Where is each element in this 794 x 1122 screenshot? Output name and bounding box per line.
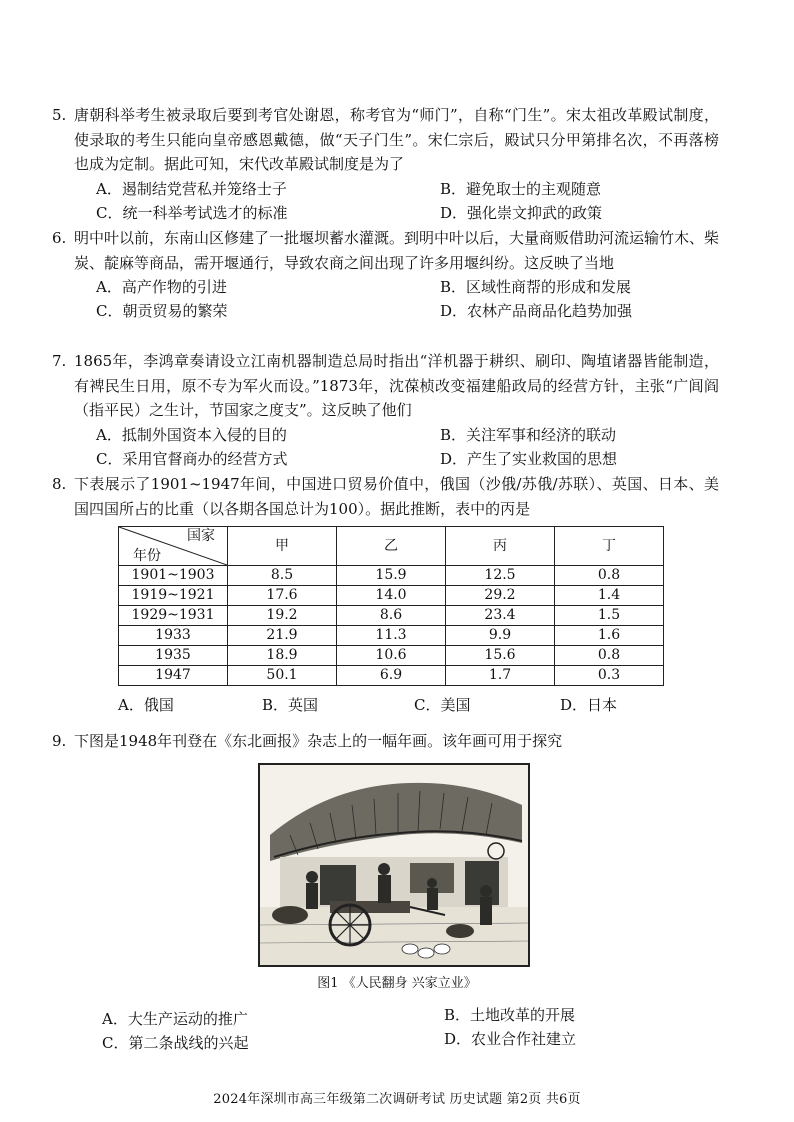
- value-cell: 9.9: [446, 626, 555, 646]
- year-cell: 1933: [119, 626, 228, 646]
- value-cell: 29.2: [446, 586, 555, 606]
- rural-scene-image: [260, 765, 528, 965]
- value-cell: 18.9: [228, 646, 337, 666]
- option-a[interactable]: A．抵制外国资本入侵的目的: [96, 425, 287, 444]
- woodcut-illustration: [258, 763, 530, 967]
- question-7: [52, 349, 719, 471]
- year-cell: 1901~1903: [119, 566, 228, 586]
- value-cell: 10.6: [337, 646, 446, 666]
- value-cell: 8.6: [337, 606, 446, 626]
- corner-label-year: 年份: [133, 548, 161, 564]
- option-b[interactable]: B．避免取士的主观随意: [440, 179, 602, 198]
- figure-caption: 图1 《人民翻身 兴家立业》: [317, 976, 477, 991]
- question-stem: 唐朝科举考生被录取后要到考官处谢恩，称考官为“师门”，自称“门生”。宋太祖改革殿试制度，使录取的考生只能向皇帝感恩戴德，做“天子门生”。宋仁宗后，殿试只分甲第排名次，不再落榜也成为定制。据此可知，宋代改革殿试制度是为了: [74, 106, 719, 173]
- page-footer: 2024年深圳市高三年级第二次调研考试 历史试题 第2页 共6页: [213, 1092, 581, 1107]
- value-cell: 15.6: [446, 646, 555, 666]
- value-cell: 19.2: [228, 606, 337, 626]
- value-cell: 6.9: [337, 666, 446, 686]
- question-8-options: [0, 694, 794, 718]
- table-corner-cell: [119, 527, 228, 566]
- value-cell: 1.5: [555, 606, 664, 626]
- options: [74, 177, 719, 225]
- year-cell: 1929~1931: [119, 606, 228, 626]
- option-b[interactable]: B．区域性商帮的形成和发展: [440, 278, 632, 296]
- option-c[interactable]: C．采用官督商办的经营方式: [96, 449, 288, 468]
- options: [74, 1007, 719, 1055]
- question-stem: 明中叶以前，东南山区修建了一批堰坝蓄水灌溉。到明中叶以后，大量商贩借助河流运输竹木、柴炭、靛麻等商品，需开堰通行，导致农商之间出现了许多用堰纠纷。这反映了当地: [74, 229, 720, 272]
- question-6: [52, 226, 720, 323]
- option-d[interactable]: D．农林产品商品化趋势加强: [440, 302, 633, 320]
- option-d[interactable]: D．产生了实业救国的思想: [440, 449, 618, 468]
- column-header: 甲: [228, 527, 337, 566]
- value-cell: 1.6: [555, 626, 664, 646]
- question-9-options: [74, 1007, 719, 1055]
- question-8: [52, 472, 719, 521]
- question-stem: 1865年，李鸿章奏请设立江南机器制造总局时指出“洋机器于耕织、刷印、陶埴诸器皆能制造，有裨民生日用，原不专为军火而设。”1873年，沈葆桢改变福建船政局的经营方针，主张“广闾阎（指平民）之生计，节国家之度支”。这反映了他们: [74, 352, 719, 419]
- value-cell: 0.8: [555, 646, 664, 666]
- value-cell: 12.5: [446, 566, 555, 586]
- option-d[interactable]: D．农业合作社建立: [444, 1030, 577, 1048]
- corner-label-country: 国家: [187, 528, 215, 544]
- year-cell: 1947: [119, 666, 228, 686]
- column-header: 丁: [555, 527, 664, 566]
- table-row: [119, 606, 664, 626]
- question-9: [52, 729, 719, 754]
- option-a[interactable]: A．高产作物的引进: [96, 278, 227, 296]
- question-number: 8.: [52, 475, 67, 493]
- question-stem: 下表展示了1901~1947年间，中国进口贸易价值中，俄国（沙俄/苏俄/苏联）、英国、日本、美国四国所占的比重（以各期各国总计为100）。据此推断，表中的丙是: [74, 475, 719, 518]
- option-a[interactable]: A．遏制结党营私并笼络士子: [96, 179, 287, 198]
- value-cell: 11.3: [337, 626, 446, 646]
- option-d[interactable]: D．日本: [560, 696, 618, 714]
- value-cell: 23.4: [446, 606, 555, 626]
- year-cell: 1935: [119, 646, 228, 666]
- table-row: [119, 666, 664, 686]
- question-5: [52, 103, 719, 225]
- year-cell: 1919~1921: [119, 586, 228, 606]
- question-number: 7.: [52, 352, 67, 370]
- question-number: 5.: [52, 106, 67, 124]
- option-c[interactable]: C．美国: [414, 696, 471, 714]
- options: [74, 275, 719, 323]
- value-cell: 21.9: [228, 626, 337, 646]
- option-c[interactable]: C．统一科举考试选才的标准: [96, 203, 288, 222]
- option-d[interactable]: D．强化崇文抑武的政策: [440, 203, 603, 222]
- option-c[interactable]: C．朝贡贸易的繁荣: [96, 302, 228, 320]
- trade-share-table: [118, 526, 664, 686]
- value-cell: 15.9: [337, 566, 446, 586]
- option-b[interactable]: B．英国: [262, 696, 319, 714]
- value-cell: 0.3: [555, 666, 664, 686]
- options: [74, 423, 719, 471]
- option-c[interactable]: C．第二条战线的兴起: [102, 1034, 249, 1052]
- table-row: [119, 626, 664, 646]
- column-header: 乙: [337, 527, 446, 566]
- value-cell: 17.6: [228, 586, 337, 606]
- table-row: [119, 646, 664, 666]
- table-row: [119, 566, 664, 586]
- value-cell: 8.5: [228, 566, 337, 586]
- option-a[interactable]: A．大生产运动的推广: [102, 1010, 248, 1028]
- value-cell: 1.7: [446, 666, 555, 686]
- column-header: 丙: [446, 527, 555, 566]
- table-header-row: [119, 527, 664, 566]
- question-number: 6.: [52, 229, 67, 247]
- question-number: 9.: [52, 732, 67, 750]
- value-cell: 50.1: [228, 666, 337, 686]
- option-a[interactable]: A．俄国: [118, 696, 174, 714]
- table-row: [119, 586, 664, 606]
- option-b[interactable]: B．土地改革的开展: [444, 1006, 576, 1024]
- value-cell: 14.0: [337, 586, 446, 606]
- option-b[interactable]: B．关注军事和经济的联动: [440, 425, 617, 444]
- value-cell: 0.8: [555, 566, 664, 586]
- value-cell: 1.4: [555, 586, 664, 606]
- question-stem: 下图是1948年刊登在《东北画报》杂志上的一幅年画。该年画可用于探究: [74, 732, 563, 750]
